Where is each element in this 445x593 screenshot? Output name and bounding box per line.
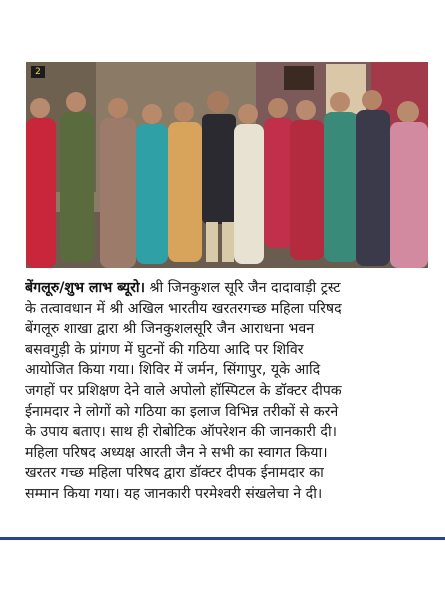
article-line: आयोजित किया गया। शिविर में जर्मन, सिंगापुर, यूके आदि — [25, 362, 321, 379]
byline: बेंगलूरु/शुभ लाभ ब्यूरो। — [25, 280, 145, 296]
article-line: बसवगुड़ी के प्रांगण में घुटनों की गठिया आदि पर शिविर — [25, 341, 304, 358]
article-line: खरतर गच्छ महिला परिषद द्वारा डॉक्टर दीपक ईनामदार का — [25, 465, 324, 482]
group-photo-illustration — [26, 62, 428, 268]
article-line: के तत्वावधान में श्री अखिल भारतीय खरतरगच्छ महिला परिषद — [25, 300, 342, 317]
article-line: जगहों पर प्रशिक्षण देने वाले अपोलो हॉस्पिटल के डॉक्टर दीपक — [25, 382, 342, 399]
article-body — [25, 278, 430, 534]
photo-number-badge: 2 — [31, 66, 45, 78]
article-line: ईनामदार ने लोगों को गठिया का इलाज विभिन्न तरीकों से करने — [25, 403, 339, 420]
article-line-text: श्री जिनकुशल सूरि जैन दादावाड़ी ट्रस्ट — [144, 280, 341, 296]
article-line: महिला परिषद अध्यक्ष आरती जैन ने सभी का स्वागत किया। — [25, 444, 328, 461]
group-photo — [26, 62, 428, 268]
article-line: के उपाय बताए। साथ ही रोबोटिक ऑपरेशन की जानकारी दी। — [25, 424, 337, 441]
bottom-rule — [0, 537, 445, 540]
article-line — [25, 278, 430, 299]
article-line: सम्मान किया गया। यह जानकारी परमेश्वरी संखलेचा ने दी। — [25, 485, 323, 502]
article-line: बेंगलूरु शाखा द्वारा श्री जिनकुशलसूरि जैन आराधना भवन — [25, 321, 315, 338]
